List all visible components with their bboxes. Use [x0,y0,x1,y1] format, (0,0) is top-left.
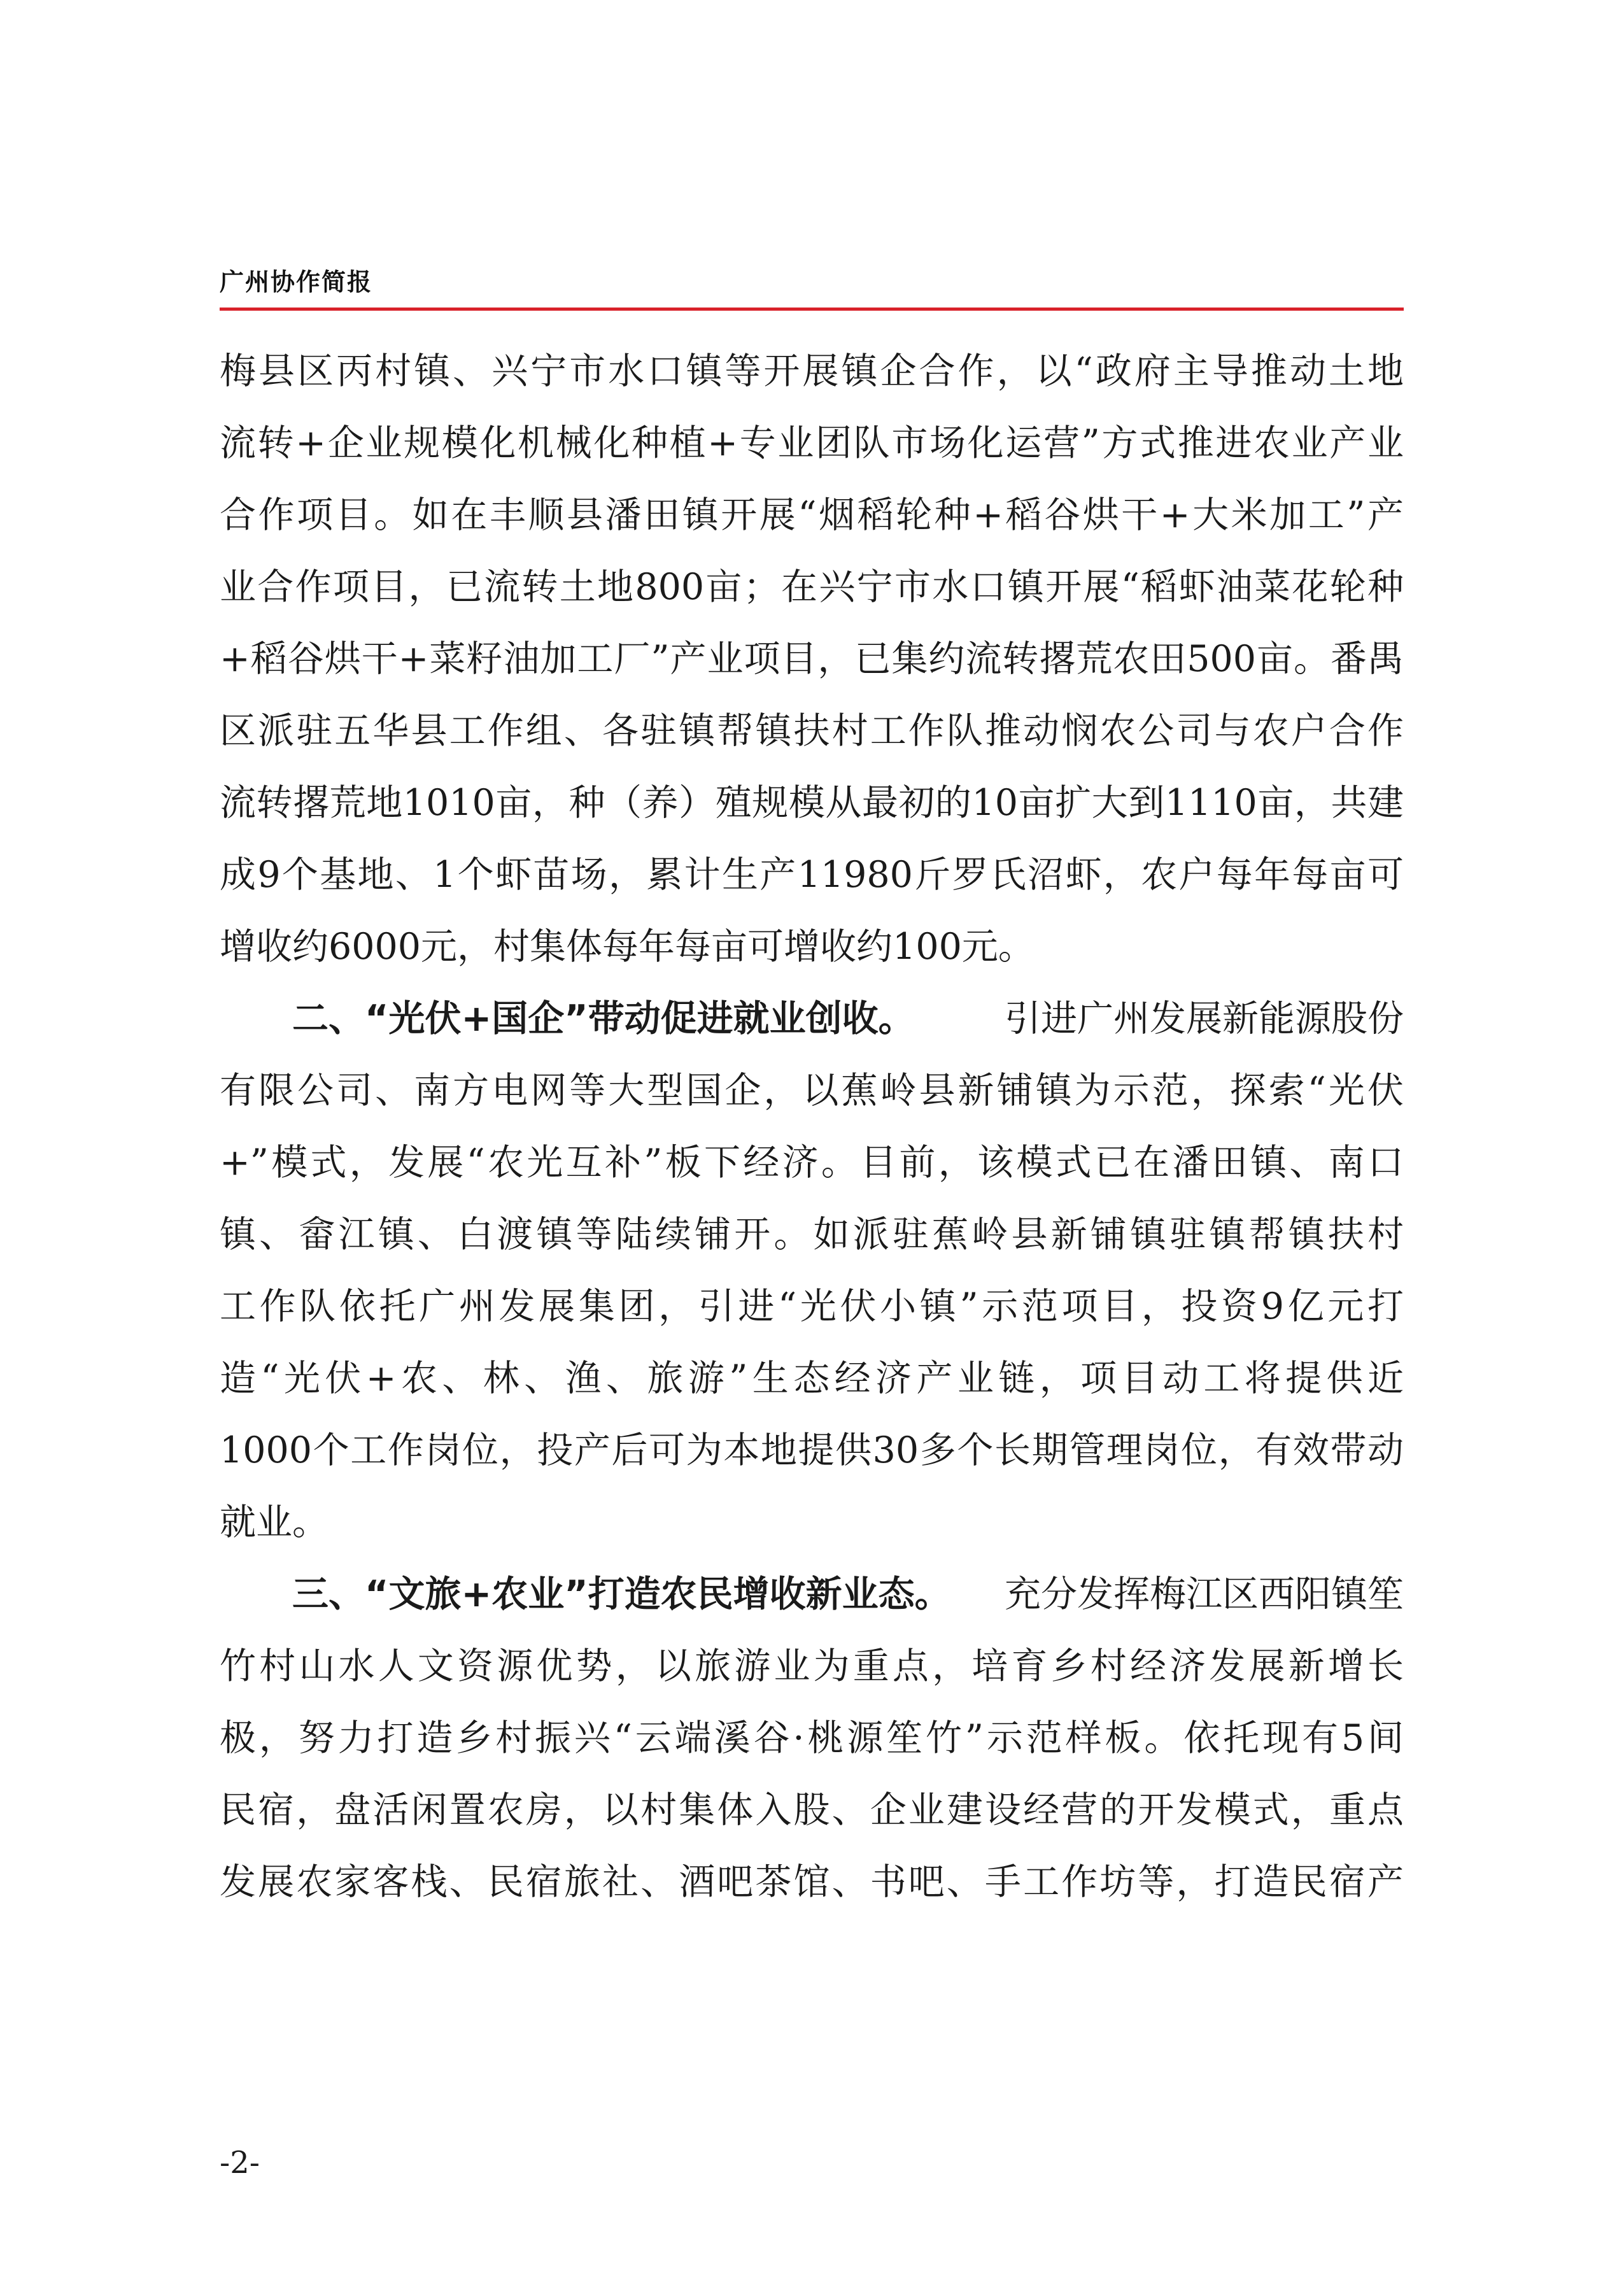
paragraph-line: 发展农家客栈、民宿旅社、酒吧茶馆、书吧、手工作坊等，打造民宿产 [220,1861,1404,1903]
paragraph-line: 合作项目。如在丰顺县潘田镇开展“烟稻轮种+稻谷烘干+大米加工”产 [220,494,1404,536]
paragraph-line: 1000个工作岗位，投产后可为本地提供30多个长期管理岗位，有效带动 [220,1429,1404,1471]
page-header [220,264,1404,308]
paragraph-line: 造“光伏+农、林、渔、旅游”生态经济产业链，项目动工将提供近 [220,1357,1404,1399]
section-three-lead: 充分发挥梅江区西阳镇笙 [1005,1573,1404,1615]
paragraph-line: 工作队依托广州发展集团，引进“光伏小镇”示范项目，投资9亿元打 [220,1285,1404,1327]
paragraph-line: 流转撂荒地1010亩，种（养）殖规模从最初的10亩扩大到1110亩，共建 [220,782,1404,824]
page-number: -2- [220,2145,260,2181]
header-divider [220,308,1404,311]
paragraph-line: 就业。 [220,1501,328,1543]
paragraph-line: 梅县区丙村镇、兴宁市水口镇等开展镇企合作，以“政府主导推动土地 [220,350,1404,392]
publication-title: 广州协作简报 [220,268,373,296]
paragraph-line: +”模式，发展“农光互补”板下经济。目前，该模式已在潘田镇、南口 [220,1142,1404,1184]
section-two-lead: 引进广州发展新能源股份 [1005,998,1404,1040]
section-three-first-line [292,1569,1404,1620]
paragraph-line: +稻谷烘干+菜籽油加工厂”产业项目，已集约流转撂荒农田500亩。番禺 [220,638,1404,680]
section-three-heading: 三、“文旅+农业”打造农民增收新业态。 [292,1573,951,1615]
paragraph-line: 增收约6000元，村集体每年每亩可增收约100元。 [220,926,1034,968]
paragraph-line: 有限公司、南方电网等大型国企，以蕉岭县新铺镇为示范，探索“光伏 [220,1070,1404,1112]
paragraph-line: 业合作项目，已流转土地800亩；在兴宁市水口镇开展“稻虾油菜花轮种 [220,566,1404,608]
paragraph-line: 民宿，盘活闲置农房，以村集体入股、企业建设经营的开发模式，重点 [220,1789,1404,1831]
section-two-first-line [292,993,1404,1044]
paragraph-line: 成9个基地、1个虾苗场，累计生产11980斤罗氏沼虾，农户每年每亩可 [220,854,1404,896]
article-body [220,346,1404,2001]
paragraph-line: 流转+企业规模化机械化种植+专业团队市场化运营”方式推进农业产业 [220,422,1404,464]
paragraph-line: 镇、畲江镇、白渡镇等陆续铺开。如派驻蕉岭县新铺镇驻镇帮镇扶村 [220,1213,1404,1256]
paragraph-line: 极，努力打造乡村振兴“云端溪谷·桃源笙竹”示范样板。依托现有5间 [220,1717,1404,1759]
paragraph-line: 竹村山水人文资源优势，以旅游业为重点，培育乡村经济发展新增长 [220,1645,1404,1687]
paragraph-line: 区派驻五华县工作组、各驻镇帮镇扶村工作队推动悯农公司与农户合作 [220,710,1404,752]
section-two-heading: 二、“光伏+国企”带动促进就业创收。 [292,998,915,1040]
